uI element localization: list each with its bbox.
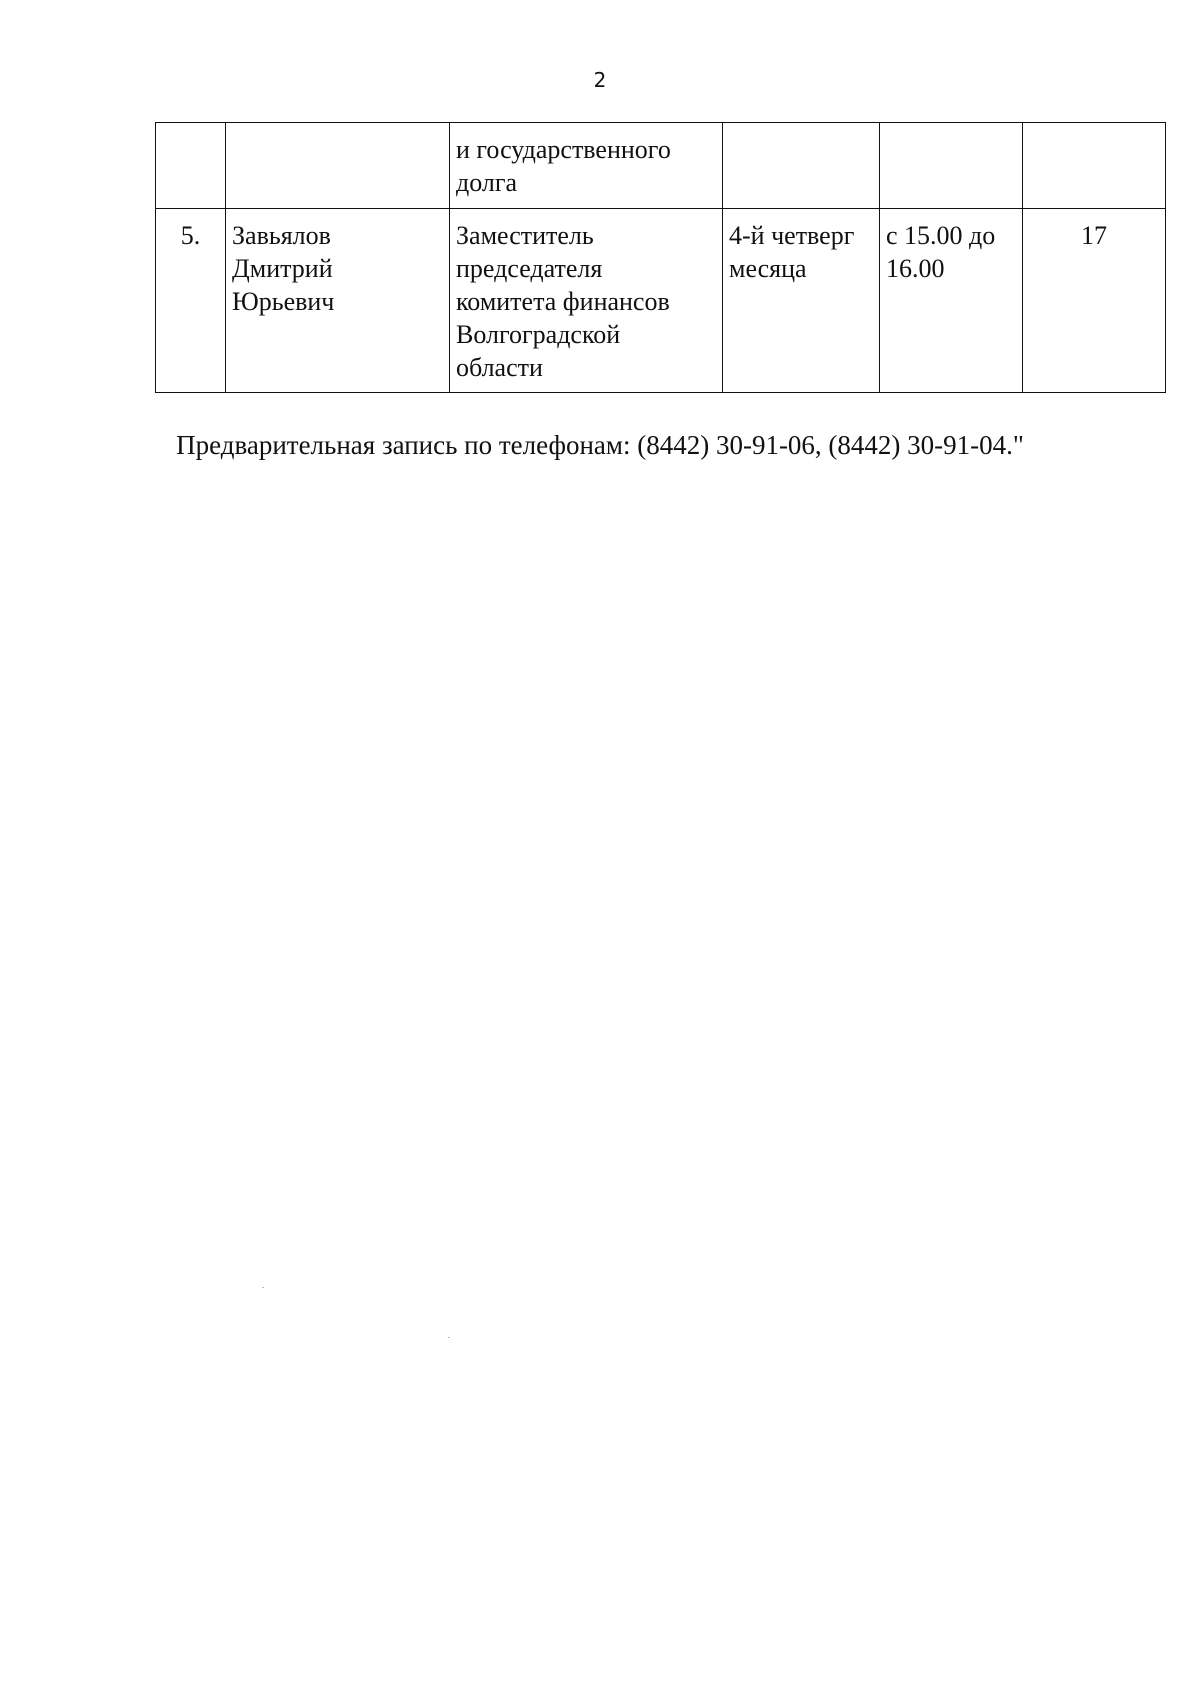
scan-speck xyxy=(262,1287,264,1288)
name-cell xyxy=(226,123,450,209)
day-cell xyxy=(723,123,880,209)
time-line: с 15.00 до xyxy=(886,221,996,250)
position-line: области xyxy=(456,353,543,382)
position-line: долга xyxy=(456,168,518,197)
name-cell xyxy=(226,209,450,393)
position-line: председателя xyxy=(456,254,603,283)
reception-schedule-table xyxy=(155,122,1166,393)
name-line: Дмитрий xyxy=(232,254,333,283)
position-line: Заместитель xyxy=(456,221,594,250)
name-line: Завьялов xyxy=(232,221,331,250)
table-row xyxy=(156,209,1166,393)
day-line: 4-й четверг xyxy=(729,221,855,250)
position-cell xyxy=(450,209,723,393)
day-cell xyxy=(723,209,880,393)
room-cell xyxy=(1023,123,1166,209)
table-row xyxy=(156,123,1166,209)
room-cell: 17 xyxy=(1023,209,1166,393)
time-cell xyxy=(880,123,1023,209)
day-line: месяца xyxy=(729,254,807,283)
name-line: Юрьевич xyxy=(232,287,335,316)
position-cell xyxy=(450,123,723,209)
scan-speck xyxy=(448,1337,450,1338)
page-number: 2 xyxy=(593,68,607,92)
time-cell xyxy=(880,209,1023,393)
position-line: комитета финансов xyxy=(456,287,670,316)
time-line: 16.00 xyxy=(886,254,945,283)
number-cell xyxy=(156,123,226,209)
appointment-note: Предварительная запись по телефонам: (8442) 30-91-06, (8442) 30-91-04." xyxy=(176,430,1024,460)
position-line: Волгоградской xyxy=(456,320,621,349)
position-line: и государственного xyxy=(456,135,671,164)
number-cell: 5. xyxy=(156,209,226,393)
